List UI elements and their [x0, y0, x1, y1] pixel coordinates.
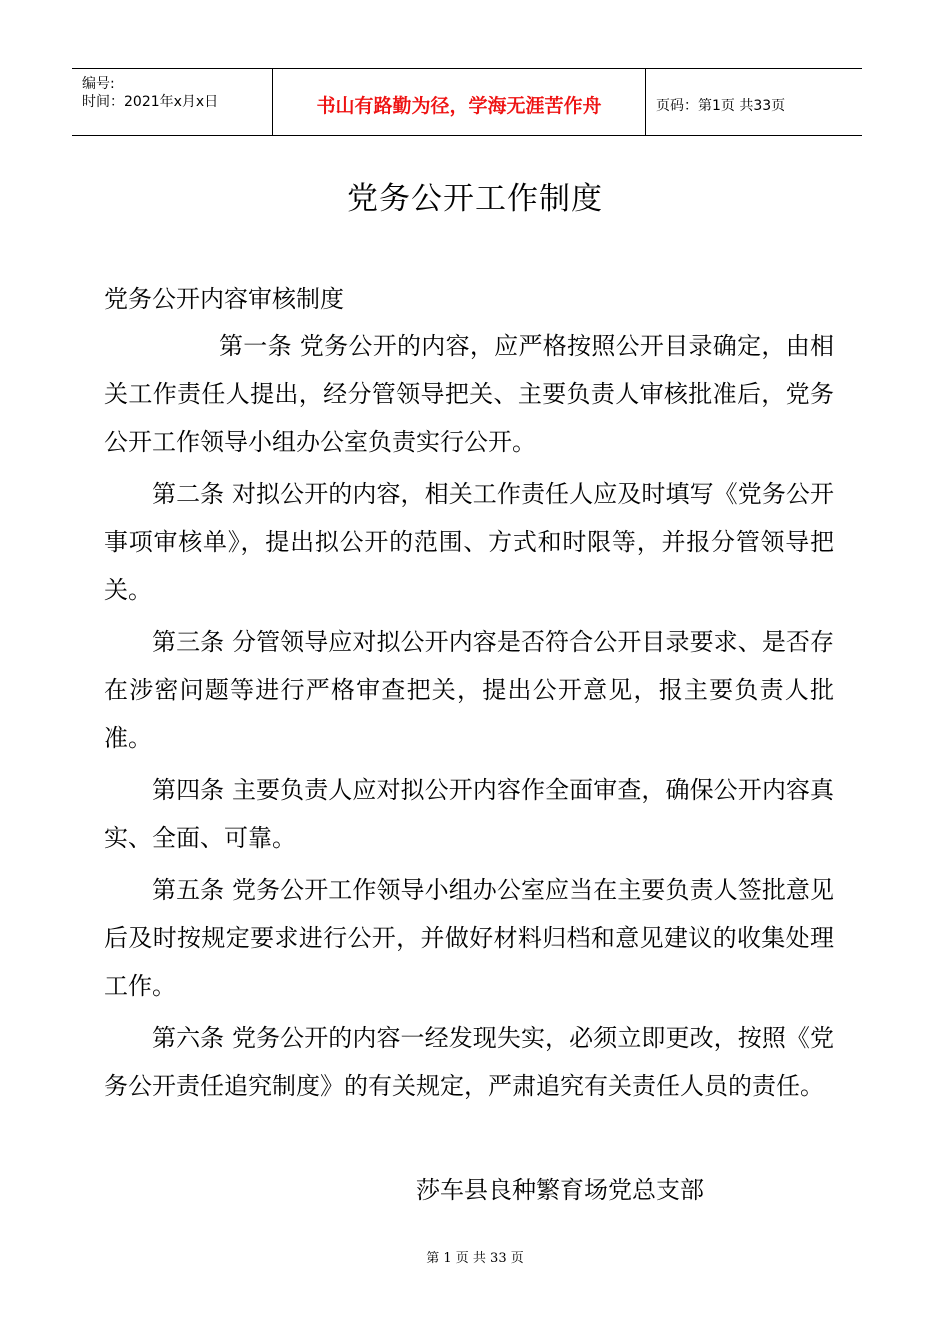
- article-3-paragraph: 第三条 分管领导应对拟公开内容是否符合公开目录要求、是否存在涉密问题等进行严格审查把关，提出公开意见，报主要负责人批准。: [104, 628, 834, 752]
- header-motto-cell: [273, 69, 646, 135]
- document-title: 党务公开工作制度: [347, 181, 603, 217]
- signature-organization: 莎车县良种繁育场党总支部: [416, 1176, 704, 1204]
- article-2-paragraph: 第二条 对拟公开的内容，相关工作责任人应及时填写《党务公开事项审核单》，提出拟公开的范围、方式和时限等，并报分管领导把关。: [104, 480, 834, 604]
- article-4-paragraph: 第四条 主要负责人应对拟公开内容作全面审查，确保公开内容真实、全面、可靠。: [104, 776, 834, 852]
- document-number-label: 编号:: [82, 76, 115, 92]
- article-5-paragraph: 第五条 党务公开工作领导小组办公室应当在主要负责人签批意见后及时按规定要求进行公开，并做好材料归档和意见建议的收集处理工作。: [104, 876, 834, 1000]
- header-page-cell: [646, 69, 862, 135]
- document-subtitle: 党务公开内容审核制度: [104, 285, 344, 313]
- document-time-label: 时间：2021年x月x日: [82, 94, 219, 110]
- header-motto: 书山有路勤为径，学海无涯苦作舟: [316, 95, 602, 117]
- page-footer: 第 1 页 共 33 页: [426, 1251, 524, 1266]
- article-6-paragraph: 第六条 党务公开的内容一经发现失实，必须立即更改，按照《党务公开责任追究制度》的有关规定，严肃追究有关责任人员的责任。: [104, 1024, 834, 1100]
- article-1-paragraph: 第一条 党务公开的内容，应严格按照公开目录确定，由相关工作责任人提出，经分管领导把关、主要负责人审核批准后，党务公开工作领导小组办公室负责实行公开。: [104, 332, 834, 456]
- page-header: [72, 68, 862, 136]
- header-page-code: 页码：第1页 共33页: [656, 98, 786, 114]
- header-info-cell: [72, 69, 273, 135]
